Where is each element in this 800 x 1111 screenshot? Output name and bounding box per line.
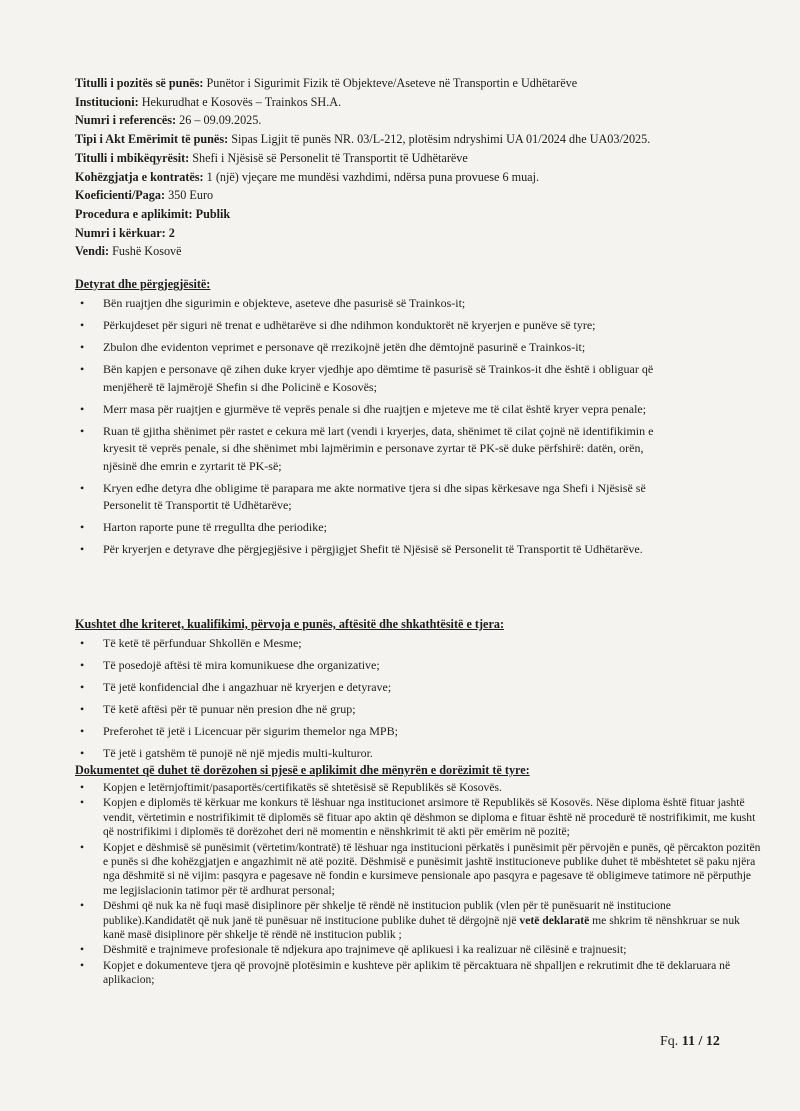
list-item: • Dëshmi që nuk ka në fuqi masë disiplinore për shkelje të rëndë në institucion publik (vlen për të punësuarit në institucione publike).Kandidatët që nuk janë të punësuar në institucione publike duhet të dërgojnë një vetë deklaratë me shkrim të nënshkruar se nuk kanë masë disiplinore për shkelje të rëndë në institucion publik ; [75,899,763,942]
list-item: • Të jetë konfidencial dhe i angazhuar në kryerjen e detyrave; [75,679,775,697]
list-item: • Përkujdeset për siguri në trenat e udhëtarëve si dhe ndihmon konduktorët në kryerjen e punëve së tyre; [75,317,663,335]
documents-section [75,762,775,989]
list-item: • Të ketë të përfunduar Shkollën e Mesme; [75,635,775,653]
list-item: • Kryen edhe detyra dhe obligime të parapara me akte normative tjera si dhe sipas kërkesave nga Shefi i Njësisë së Personelit të Transportit të Udhëtarëve; [75,480,663,515]
list-item: • Dëshmitë e trajnimeve profesionale të ndjekura apo trajnimeve që aplikuesi i ka realizuar në cilësinë e trajnuesit; [75,943,763,957]
documents-list [75,781,775,988]
duties-section [75,276,775,563]
job-info-line: Institucioni: Hekurudhat e Kosovës – Trainkos SH.A. [75,94,342,109]
job-info-line: Kohëzgjatja e kontratës: 1 (një) vjeçare me mundësi vazhdimi, ndërsa puna provuese 6 muaj. [75,169,540,184]
section-title: Detyrat dhe përgjegjësitë: [75,277,211,291]
job-info-line: Titulli i mbikëqyrësit: Shefi i Njësisë së Personelit të Transportit të Udhëtarëve [75,150,468,165]
job-info-line: Vendi: Fushë Kosovë [75,244,182,259]
list-item: • Kopjen e diplomës të kërkuar me konkurs të lëshuar nga institucionet arsimore të Republikës së Kosovës. Nëse diploma është fituar jashtë vendit, vërtetimin e nostrifikimit të diplomës së fituar apo aktin që dëshmon se diploma e fituar është në procedurë të nostrifikimit, me kusht që nostrifikimi i diplomës të dorëzohet deri në momentin e nënshkrimit të akti për emërim në pozitë; [75,796,763,839]
list-item: • Bën ruajtjen dhe sigurimin e objekteve, aseteve dhe pasurisë së Trainkos-it; [75,295,663,313]
job-info-line: Procedura e aplikimit: Publik [75,206,231,221]
job-info-line: Numri i referencës: 26 – 09.09.2025. [75,113,262,128]
duties-list [75,295,775,559]
list-item: • Preferohet të jetë i Licencuar për sigurim themelor nga MPB; [75,723,775,741]
list-item: • Për kryerjen e detyrave dhe përgjegjësive i përgjigjet Shefit të Njësisë së Personelit të Transportit të Udhëtarëve. [75,541,663,559]
list-item: • Zbulon dhe evidenton veprimet e personave që rrezikojnë jetën dhe dëmtojnë pasurinë e Trainkos-it; [75,339,663,357]
list-item: • Merr masa për ruajtjen e gjurmëve të veprës penale si dhe ruajtjen e mjeteve me të cilat është kryer vepra penale; [75,401,663,419]
list-item: • Të ketë aftësi për të punuar nën presion dhe në grup; [75,701,775,719]
page-number: Fq. 11 / 12 [660,1034,720,1049]
list-item: • Ruan të gjitha shënimet për rastet e cekura më lart (vendi i kryerjes, data, shënimet të cilat çojnë në identifikimin e kryesit të veprës penale, si dhe shënimet mbi lajmërimin e personave zyrtar të PK-së duke përfshirë: datën, orën, njësinë dhe emrin e zyrtarit të PK-së; [75,423,663,476]
job-info-line: Koeficienti/Paga: 350 Euro [75,188,214,203]
job-info-header [75,74,765,261]
list-item: • Kopjet e dëshmisë së punësimit (vërtetim/kontratë) të lëshuar nga institucioni përkatës i punësimit për përvojën e punës, që përcakton pozitën e punës si dhe kohëzgjatjen e angazhimit në atë pozitë. Dëshmisë e punësimit jashtë institucioneve publike duhet të mbështetet së paku njëra nga dëshmitë si në vijim: pasqyra e pagesave në fondin e kursimeve pensionale apo pasqyra e pagesave të obligimeve tatimore në përputhje me legjislacionin tatimor për të ardhurat personal; [75,841,763,899]
criteria-section [75,616,775,767]
list-item: • Të posedojë aftësi të mira komunikuese dhe organizative; [75,657,775,675]
job-info-line: Tipi i Akt Emërimit të punës: Sipas Ligjit të punës NR. 03/L-212, plotësim ndryshimi UA 01/2024 dhe UA03/2025. [75,132,651,147]
bold-emphasis: vetë deklaratë [519,913,590,927]
section-title: Dokumentet që duhet të dorëzohen si pjesë e aplikimit dhe mënyrën e dorëzimit të tyre: [75,763,530,777]
list-item: • Të jetë i gatshëm të punojë në një mjedis multi-kulturor. [75,745,775,763]
job-info-line: Titulli i pozitës së punës: Punëtor i Sigurimit Fizik të Objekteve/Aseteve në Transportin e Udhëtarëve [75,76,578,90]
criteria-list [75,635,775,763]
list-item: • Kopjet e dokumenteve tjera që provojnë plotësimin e kushteve për aplikim të përcaktuara në shpalljen e rekrutimit dhe të deklaruara në aplikacion; [75,959,763,988]
list-item: • Bën kapjen e personave që zihen duke kryer vjedhje apo dëmtime të pasurisë së Trainkos-it dhe është i obliguar që menjëherë të lajmërojë Shefin si dhe Policinë e Kosovës; [75,361,663,396]
job-info-line: Numri i kërkuar: 2 [75,225,175,240]
list-item: • Kopjen e letërnjoftimit/pasaportës/certifikatës së shtetësisë së Republikës së Kosovës. [75,781,763,795]
section-title: Kushtet dhe kriteret, kualifikimi, përvoja e punës, aftësitë dhe shkathtësitë e tjera: [75,617,505,631]
list-item: • Harton raporte pune të rregullta dhe periodike; [75,519,663,537]
